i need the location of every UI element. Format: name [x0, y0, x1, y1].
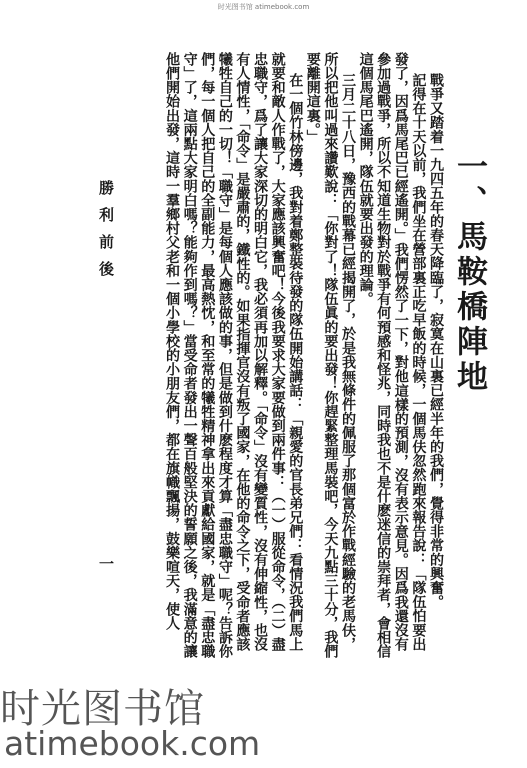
running-title: 勝利前後 [97, 180, 115, 288]
paragraph: 記得在十天以前，我們坐在營部裏正吃早飯的時候，一個馬伕忽然跑來報告說：「隊伍怕要出發了，因爲馬尾巴已經遙開。」我們愣然了一下，對他這樣的預測，沒有表示意見。因爲我還沒有參加過戰爭，所以不知道生物對於戰爭有何預感和怪兆，同時我也不是什麽迷信的崇拜者，會相信這個馬尾巴遙開，隊伍就要出發的理論。 [357, 52, 427, 659]
page-header-url: 时光图书馆 atimebook.com [217, 3, 310, 11]
body-text [128, 52, 444, 662]
paragraph: 在一個竹林傍邊，我對着鄭整裝待發的隊伍開始講話：「親愛的官長弟兄們：看情況我們馬上就要和敵人作戰了，大家應該興奮吧！今後我要求大家要做到兩件事：（一）服從命令，（二）盡忠職守，爲了讓大家深切的明白它，我必須再加以解釋。「命令」沒有變質性，沒有伸縮性，也沒有人情性，「命令」是嚴肅的，鐵性的。如果指揮官沒有叛了國家，在他的命令之下，受命者應該犧牲自己的一切！「職守」是每個人應該做的事，但是做到什麽程度才算「盡忠職守」呢？告訴你們，每一個人把自己的全副能力，最高熱忱，和至常的犧牲精神拿出來貢獻給國家，就是「盡忠職守」了，這兩點大家明白嗎？能夠作到嗎？」當受命者發出一聲百般堅決的誓願之後，我滿意的讓他們開始出發，這時一羣鄉村父老和一個小學校的小朋友們，都在旗幟飄揚，鼓樂喧天，使人 [164, 52, 304, 659]
book-page [40, 18, 508, 674]
watermark-chinese: 时光图书馆 [0, 686, 205, 732]
paragraph: 戰爭又踏着一九四五年的春天降臨了，寂寞在山裏已經半年的我們，覺得非常的興奮。 [428, 73, 444, 609]
chapter-title: 一、馬鞍橋陣地 [451, 150, 487, 395]
watermark-url: atimebook.com [4, 724, 261, 763]
page-number: 一 [97, 556, 115, 571]
paragraph: 三月二十八日，豫西的戰幕已經揭開了，於是我無條件的佩服了那個富於作戰經驗的老馬伕，所以把他叫過來讚歎說：「你對了！隊伍眞的要出發！你趕緊整理馬裝吧，今天九點三十分，我們要離開這裏。」 [304, 52, 357, 659]
